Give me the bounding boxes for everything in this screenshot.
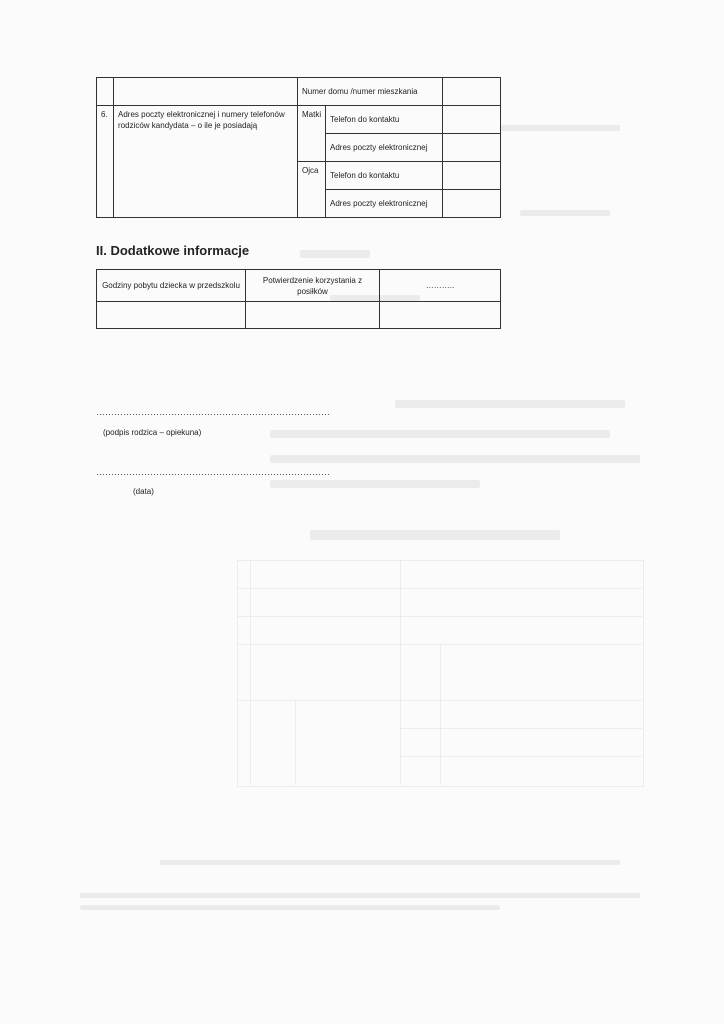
section-title: II. Dodatkowe informacje	[96, 243, 250, 258]
extra-field[interactable]	[380, 302, 501, 329]
table-row	[97, 302, 501, 329]
mother-email-label: Adres poczty elektronicznej	[326, 134, 443, 162]
mother-label: Matki	[298, 106, 326, 162]
father-email-label: Adres poczty elektronicznej	[326, 190, 443, 218]
meals-header: Potwierdzenie korzystania z posiłków	[246, 270, 380, 302]
father-phone-field[interactable]	[443, 162, 501, 190]
parents-contact-table	[96, 77, 501, 218]
extra-header: ………..	[380, 270, 501, 302]
father-email-field[interactable]	[443, 190, 501, 218]
hours-header: Godziny pobytu dziecka w przedszkolu	[97, 270, 246, 302]
parent-signature-label: (podpis rodzica – opiekuna)	[103, 428, 202, 437]
table-cell	[114, 78, 298, 106]
contact-description: Adres poczty elektronicznej i numery telefonów rodziców kandydata – o ile je posiadają	[114, 106, 298, 218]
mother-phone-field[interactable]	[443, 106, 501, 134]
table-cell	[97, 78, 114, 106]
hours-field[interactable]	[97, 302, 246, 329]
mother-phone-label: Telefon do kontaktu	[326, 106, 443, 134]
mother-email-field[interactable]	[443, 134, 501, 162]
father-phone-label: Telefon do kontaktu	[326, 162, 443, 190]
table-row	[97, 78, 501, 106]
date-line[interactable]: ……………………………………………………………………	[96, 467, 330, 477]
house-number-label: Numer domu /numer mieszkania	[298, 78, 443, 106]
meals-field[interactable]	[246, 302, 380, 329]
table-row	[97, 106, 501, 134]
table-row	[97, 270, 501, 302]
father-label: Ojca	[298, 162, 326, 218]
date-label: (data)	[133, 487, 154, 496]
parent-signature-line[interactable]: ……………………………………………………………………	[96, 407, 330, 417]
house-number-field[interactable]	[443, 78, 501, 106]
additional-info-table	[96, 269, 501, 329]
row-number: 6.	[97, 106, 114, 218]
